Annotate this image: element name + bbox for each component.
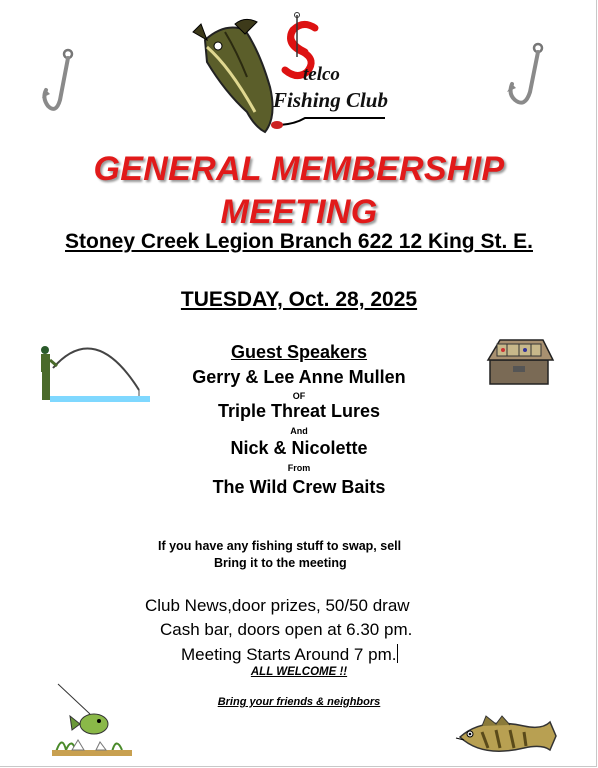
fish-hook-left-icon bbox=[38, 48, 78, 118]
walleye-icon bbox=[452, 712, 562, 762]
fish-hook-right-icon bbox=[500, 42, 545, 112]
speaker-2-name: Nick & Nicolette bbox=[230, 438, 368, 458]
guest-speakers-heading: Guest Speakers bbox=[230, 342, 368, 362]
title-line-1: GENERAL MEMBERSHIP bbox=[93, 150, 505, 188]
company-2-name: The Wild Crew Baits bbox=[212, 477, 386, 497]
news-line-2: Cash bar, doors open at 6.30 pm. bbox=[160, 620, 413, 639]
news-line-1: Club News,door prizes, 50/50 draw bbox=[145, 596, 410, 615]
of-label: OF bbox=[292, 391, 306, 401]
meeting-date: TUESDAY, Oct. 28, 2025 bbox=[180, 288, 418, 311]
bring-friends: Bring your friends & neighbors bbox=[217, 696, 381, 708]
swap-line-2: Bring it to the meeting bbox=[214, 556, 347, 570]
logo-club-text: Fishing Club bbox=[273, 88, 388, 112]
from-label: From bbox=[287, 463, 311, 473]
all-welcome: ALL WELCOME !! bbox=[250, 666, 348, 678]
fish-underwater-icon bbox=[52, 684, 132, 756]
news-line-3: Meeting Starts Around 7 pm. bbox=[181, 645, 397, 664]
venue-address: Stoney Creek Legion Branch 622 12 King St. E. bbox=[65, 230, 533, 253]
news-line-3-wrap bbox=[181, 644, 398, 665]
walleye-logo-icon bbox=[185, 12, 415, 142]
title-line-2: MEETING bbox=[220, 193, 378, 231]
logo-stelco-text: telco bbox=[303, 64, 340, 85]
speaker-1-name: Gerry & Lee Anne Mullen bbox=[192, 367, 406, 387]
club-logo bbox=[185, 12, 415, 142]
and-label: And bbox=[290, 426, 308, 436]
company-1-name: Triple Threat Lures bbox=[217, 401, 381, 421]
swap-line-1: If you have any fishing stuff to swap, sell bbox=[158, 539, 402, 553]
text-cursor bbox=[397, 644, 398, 663]
